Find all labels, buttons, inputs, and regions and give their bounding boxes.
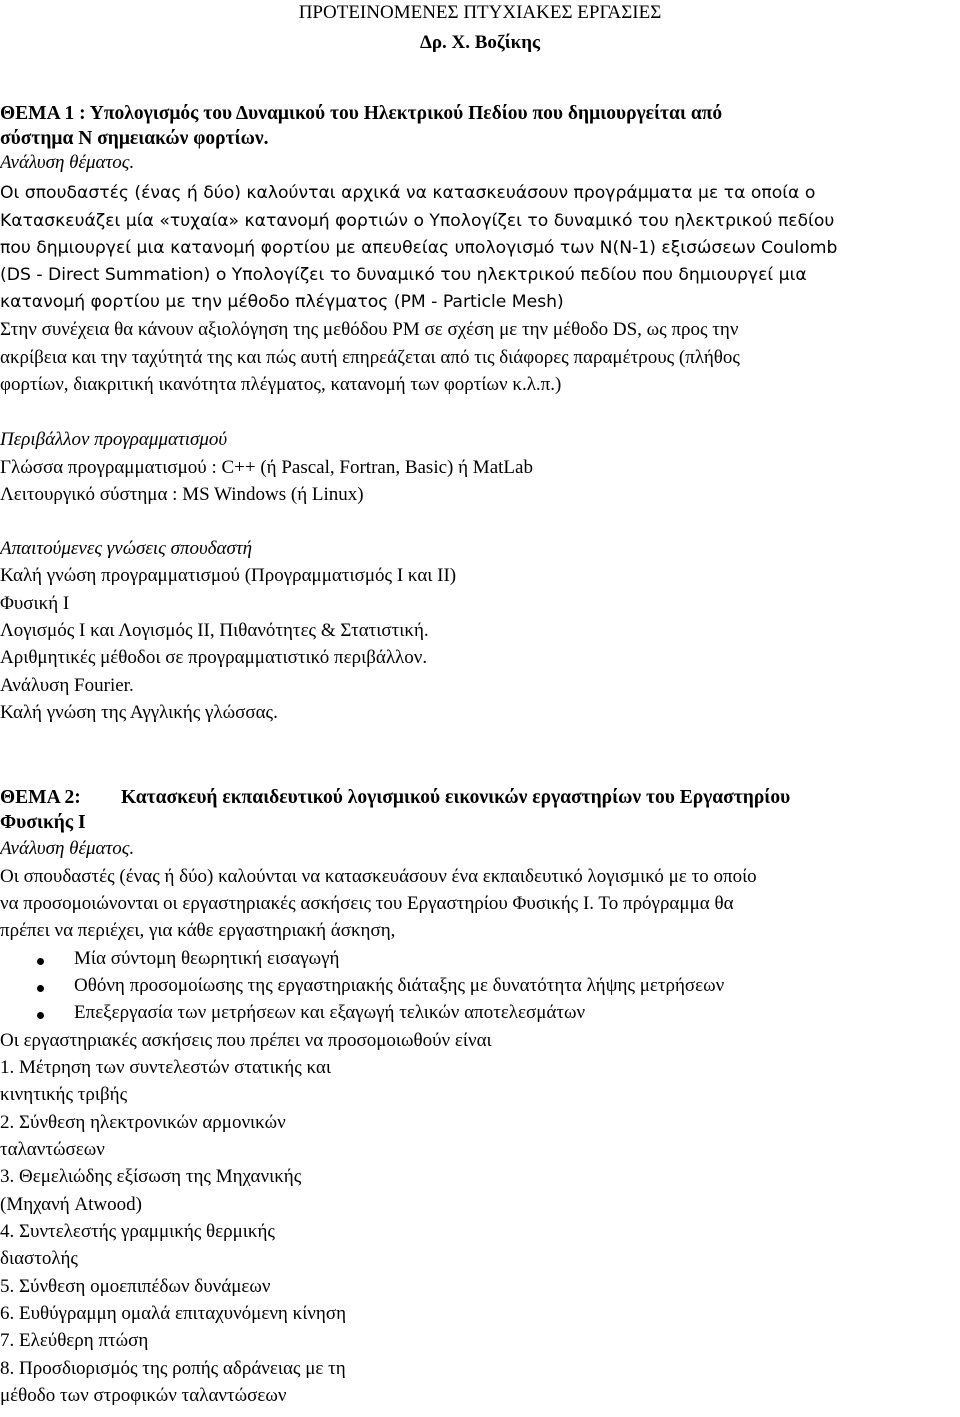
document-author: Δρ. Χ. Βοζίκης xyxy=(419,32,541,53)
topic2-heading-line1: Κατασκευή εκπαιδευτικού λογισμικού εικονικών εργαστηρίων του Εργαστηρίου xyxy=(121,787,791,808)
topic2-description-line: Οι σπουδαστές (ένας ή δύο) καλούνται να κατασκευάσουν ένα εκπαιδευτικό λογισμικό με το οποίο xyxy=(0,866,757,887)
topic2-exercise-line: 3. Θεμελιώδης εξίσωση της Μηχανικής xyxy=(0,1166,302,1187)
topic1-analysis-label: Ανάλυση θέματος. xyxy=(0,152,135,173)
bullet-dot-icon xyxy=(37,985,44,992)
topic2-exercise-line: 8. Προσδιορισμός της ροπής αδράνειας με τη xyxy=(0,1358,346,1379)
topic1-heading-line1: ΘΕΜΑ 1 : Υπολογισμός του Δυναμικού του Ηλεκτρικού Πεδίου που δημιουργείται από xyxy=(0,103,723,124)
topic1-continuation-line: φορτίων, διακριτική ικανότητα πλέγματος, κατανομή των φορτίων κ.λ.π.) xyxy=(0,374,562,395)
topic2-description-line: πρέπει να περιέχει, για κάθε εργαστηριακή άσκηση, xyxy=(0,920,396,941)
topic2-bullet-item: Μία σύντομη θεωρητική εισαγωγή xyxy=(74,948,340,969)
topic2-bullet-item: Οθόνη προσομοίωσης της εργαστηριακής διάταξης με δυνατότητα λήψης μετρήσεων xyxy=(74,975,725,996)
topic1-knowledge-item: Φυσική Ι xyxy=(0,593,70,614)
bullet-dot-icon xyxy=(37,958,44,965)
topic1-description-line: Κατασκευάζει μία «τυχαία» κατανομή φορτιών ο Υπολογίζει το δυναμικό του ηλεκτρικού πεδίου xyxy=(0,211,835,231)
topic2-bullet-item: Επεξεργασία των μετρήσεων και εξαγωγή τελικών αποτελεσμάτων xyxy=(74,1002,586,1023)
topic2-exercise-line: 1. Μέτρηση των συντελεστών στατικής και xyxy=(0,1057,331,1078)
topic1-description-line: (DS - Direct Summation) ο Υπολογίζει το δυναμικό του ηλεκτρικού πεδίου που δημιουργεί μια xyxy=(0,265,807,285)
document-title: ΠΡΟΤΕΙΝΟΜΕΝΕΣ ΠΤΥΧΙΑΚΕΣ ΕΡΓΑΣΙΕΣ xyxy=(298,2,662,23)
topic2-description-line: να προσομοιώνονται οι εργαστηριακές ασκήσεις του Εργαστηρίου Φυσικής Ι. Το πρόγραμμα θα xyxy=(0,893,734,914)
topic2-exercise-line: 2. Σύνθεση ηλεκτρονικών αρμονικών xyxy=(0,1112,286,1133)
topic2-exercise-line: ταλαντώσεων xyxy=(0,1139,105,1160)
topic2-exercise-line: διαστολής xyxy=(0,1248,78,1269)
topic1-continuation-line: ακρίβεια και την ταχύτητά της και πώς αυτή επηρεάζεται από τις διάφορες παραμέτρους (πλήθος xyxy=(0,347,740,368)
topic1-description-line: Οι σπουδαστές (ένας ή δύο) καλούνται αρχικά να κατασκευάσουν προγράμματα με τα οποία ο xyxy=(0,183,816,203)
topic2-heading-line2: Φυσικής Ι xyxy=(0,812,86,833)
topic1-knowledge-item: Καλή γνώση προγραμματισμού (Προγραμματισμός Ι και ΙΙ) xyxy=(0,565,457,586)
topic1-env-label: Περιβάλλον προγραμματισμού xyxy=(0,429,228,450)
topic2-exercise-line: 4. Συντελεστής γραμμικής θερμικής xyxy=(0,1221,275,1242)
topic1-description-line: που δημιουργεί μια κατανομή φορτίου με απευθείας υπολογισμό των N(N-1) εξισώσεων Coulomb xyxy=(0,238,838,258)
topic2-exercise-line: κινητικής τριβής xyxy=(0,1084,128,1105)
topic2-exercise-line: 6. Ευθύγραμμη ομαλά επιταχυνόμενη κίνηση xyxy=(0,1303,347,1324)
topic1-description-line: κατανομή φορτίου με την μέθοδο πλέγματος (PM - Particle Mesh) xyxy=(0,292,564,312)
topic2-exercises-intro: Οι εργαστηριακές ασκήσεις που πρέπει να προσομοιωθούν είναι xyxy=(0,1030,492,1051)
topic1-knowledge-item: Αριθμητικές μέθοδοι σε προγραμματιστικό περιβάλλον. xyxy=(0,647,428,668)
topic1-knowledge-item: Λογισμός Ι και Λογισμός ΙΙ, Πιθανότητες & Στατιστική. xyxy=(0,620,429,641)
topic1-heading-line2: σύστημα Ν σημειακών φορτίων. xyxy=(0,128,269,149)
topic2-exercise-line: μέθοδο των στροφικών ταλαντώσεων xyxy=(0,1385,287,1406)
topic2-exercise-line: 7. Ελεύθερη πτώση xyxy=(0,1330,149,1351)
topic1-knowledge-item: Ανάλυση Fourier. xyxy=(0,675,134,696)
topic1-continuation-line: Στην συνέχεια θα κάνουν αξιολόγηση της μεθόδου PM σε σχέση με την μέθοδο DS, ως προς την xyxy=(0,319,739,340)
bullet-dot-icon xyxy=(37,1012,44,1019)
topic1-knowledge-item: Καλή γνώση της Αγγλικής γλώσσας. xyxy=(0,702,278,723)
topic1-env-language: Γλώσσα προγραμματισμού : C++ (ή Pascal, Fortran, Basic) ή MatLab xyxy=(0,457,533,478)
topic1-env-os: Λειτουργικό σύστημα : MS Windows (ή Linux) xyxy=(0,484,364,505)
topic1-knowledge-label: Απαιτούμενες γνώσεις σπουδαστή xyxy=(0,538,253,559)
topic2-exercise-line: (Μηχανή Atwood) xyxy=(0,1194,142,1215)
topic2-exercise-line: 5. Σύνθεση ομοεπιπέδων δυνάμεων xyxy=(0,1276,271,1297)
topic2-analysis-label: Ανάλυση θέματος. xyxy=(0,838,135,859)
topic2-heading-prefix: ΘΕΜΑ 2: xyxy=(0,787,81,808)
